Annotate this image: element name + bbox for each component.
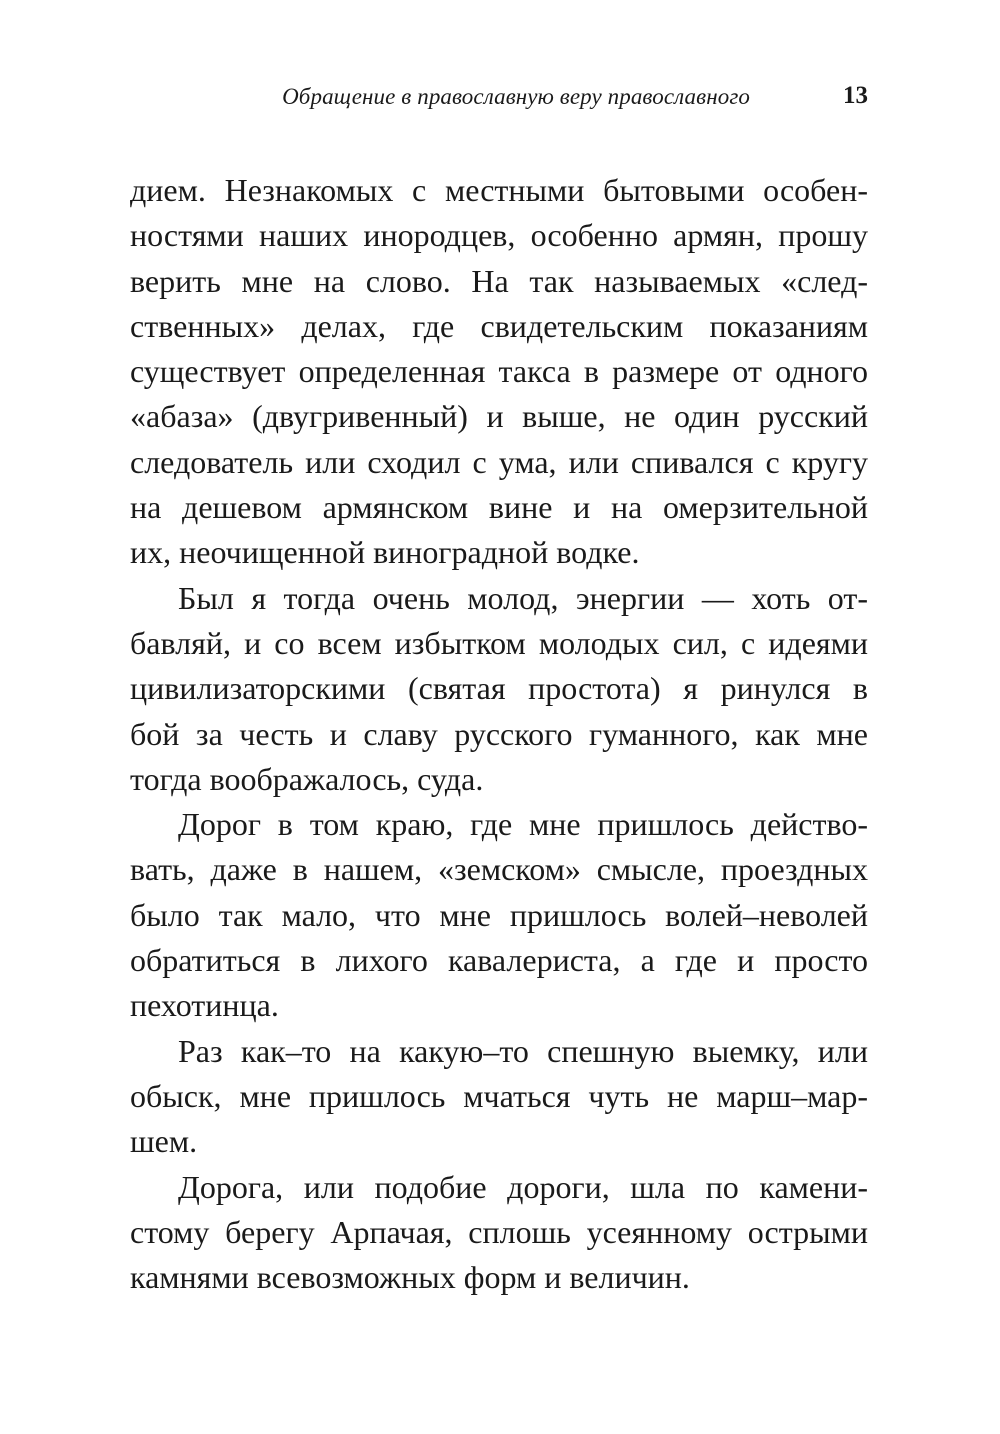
text-line: камнями всевозможных форм и величин. (130, 1259, 690, 1296)
text-line: шем. (130, 1123, 198, 1160)
paragraph-3 (130, 802, 868, 1028)
text-line: «абаза» (двугривенный) и выше, не один русский (130, 398, 868, 435)
text-line: вать, даже в нашем, «земском» смысле, проездных (130, 851, 868, 888)
text-line: Дорог в том краю, где мне пришлось действо- (178, 806, 868, 843)
body-text (130, 168, 868, 1300)
text-line: на дешевом армянском вине и на омерзительной (130, 489, 868, 526)
text-line: ностями наших инородцев, особенно армян, прошу (130, 217, 868, 254)
text-line: тогда воображалось, суда. (130, 760, 484, 797)
text-line: обратиться в лихого кавалериста, а где и просто (130, 942, 868, 979)
running-title: Обращение в православную веру православного (282, 84, 750, 109)
text-line: Раз как–то на какую–то спешную выемку, или (178, 1032, 868, 1069)
text-line: было так мало, что мне пришлось волей–неволей (130, 896, 868, 933)
text-line: верить мне на слово. На так называемых «след- (130, 262, 868, 299)
paragraph-2 (130, 576, 868, 802)
text-line: стому берегу Арпачая, сплошь усеянному острыми (130, 1213, 868, 1250)
paragraph-5 (130, 1165, 868, 1301)
paragraph-1 (130, 168, 868, 576)
text-line: Был я тогда очень молод, энергии — хоть от- (178, 579, 868, 616)
text-line: ственных» делах, где свидетельским показаниям (130, 307, 868, 344)
text-line: пехотинца. (130, 987, 279, 1024)
running-head (130, 80, 868, 120)
paragraph-4 (130, 1029, 868, 1165)
page-number: 13 (843, 82, 868, 109)
text-line: следователь или сходил с ума, или спивался с кругу (130, 443, 868, 480)
text-line: дием. Незнакомых с местными бытовыми особен- (130, 172, 868, 208)
text-line: их, неочищенной виноградной водке. (130, 534, 640, 571)
text-line: существует определенная такса в размере от одного (130, 353, 868, 390)
text-line: бавляй, и со всем избытком молодых сил, с идеями (130, 624, 868, 661)
text-line: обыск, мне пришлось мчаться чуть не марш–мар- (130, 1077, 868, 1114)
text-line: бой за честь и славу русского гуманного, как мне (130, 715, 868, 752)
text-line: цивилизаторскими (святая простота) я ринулся в (130, 670, 868, 707)
text-line: Дорога, или подобие дороги, шла по камени- (178, 1168, 868, 1205)
